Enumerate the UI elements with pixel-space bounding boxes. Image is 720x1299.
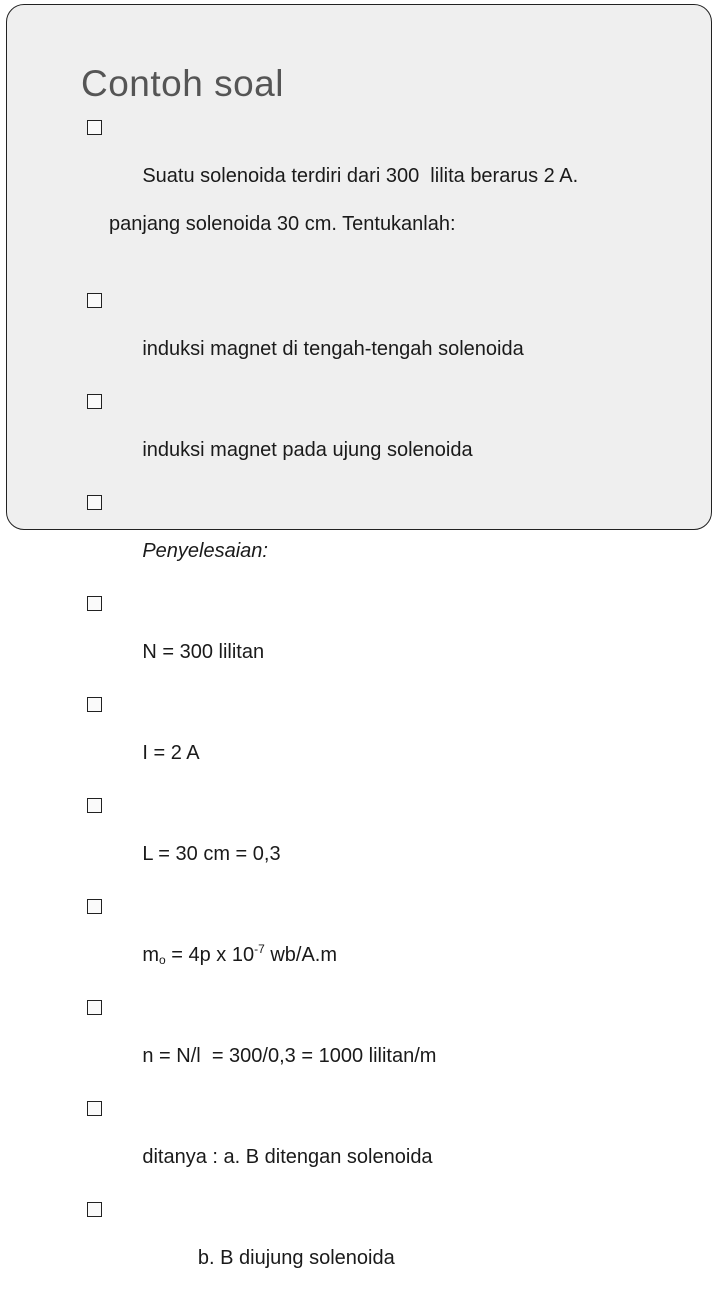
checkbox-bullet-icon [87,899,102,914]
item-text: N = 300 lilitan [142,641,265,663]
item-text-superscript: -7 [254,942,265,956]
item-text: L = 30 cm = 0,3 [142,843,281,865]
list-item [85,996,705,1092]
item-text-post: wb/A.m [264,944,338,966]
item-text: n = N/l = 300/0,3 = 1000 lilitan/m [142,1045,437,1067]
checkbox-bullet-icon [87,120,102,135]
slide-frame [6,4,712,1269]
checkbox-bullet-icon [87,697,102,712]
checkbox-bullet-icon [87,596,102,611]
bullet-list [85,116,705,1299]
item-text: ditanya : a. B ditengan solenoida [142,1146,433,1168]
checkbox-bullet-icon [87,394,102,409]
checkbox-bullet-icon [87,1000,102,1015]
item-text: Suatu solenoida terdiri dari 300 lilita berarus 2 A. [142,165,579,187]
item-text: b. B diujung solenoida [142,1247,395,1269]
checkbox-bullet-icon [87,293,102,308]
checkbox-bullet-icon [87,1202,102,1217]
item-text: Penyelesaian: [142,540,268,562]
item-text-pre: m [142,944,160,966]
item-text-subscript: o [159,953,166,967]
list-item [85,895,705,991]
slide-title: Contoh soal [81,63,284,104]
list-item [85,592,705,688]
list-item [85,1097,705,1193]
item-text-mid: = 4p x 10 [165,944,255,966]
list-item [85,1198,705,1294]
item-text: I = 2 A [142,742,200,764]
list-item [85,116,705,284]
item-text-continuation: panjang solenoida 30 cm. Tentukanlah: [109,213,456,235]
list-item [85,289,705,385]
checkbox-bullet-icon [87,798,102,813]
list-item [85,794,705,890]
item-text: induksi magnet pada ujung solenoida [142,439,473,461]
list-item [85,693,705,789]
checkbox-bullet-icon [87,495,102,510]
checkbox-bullet-icon [87,1101,102,1116]
item-text: induksi magnet di tengah-tengah solenoida [142,338,524,360]
list-item [85,491,705,587]
list-item [85,390,705,486]
